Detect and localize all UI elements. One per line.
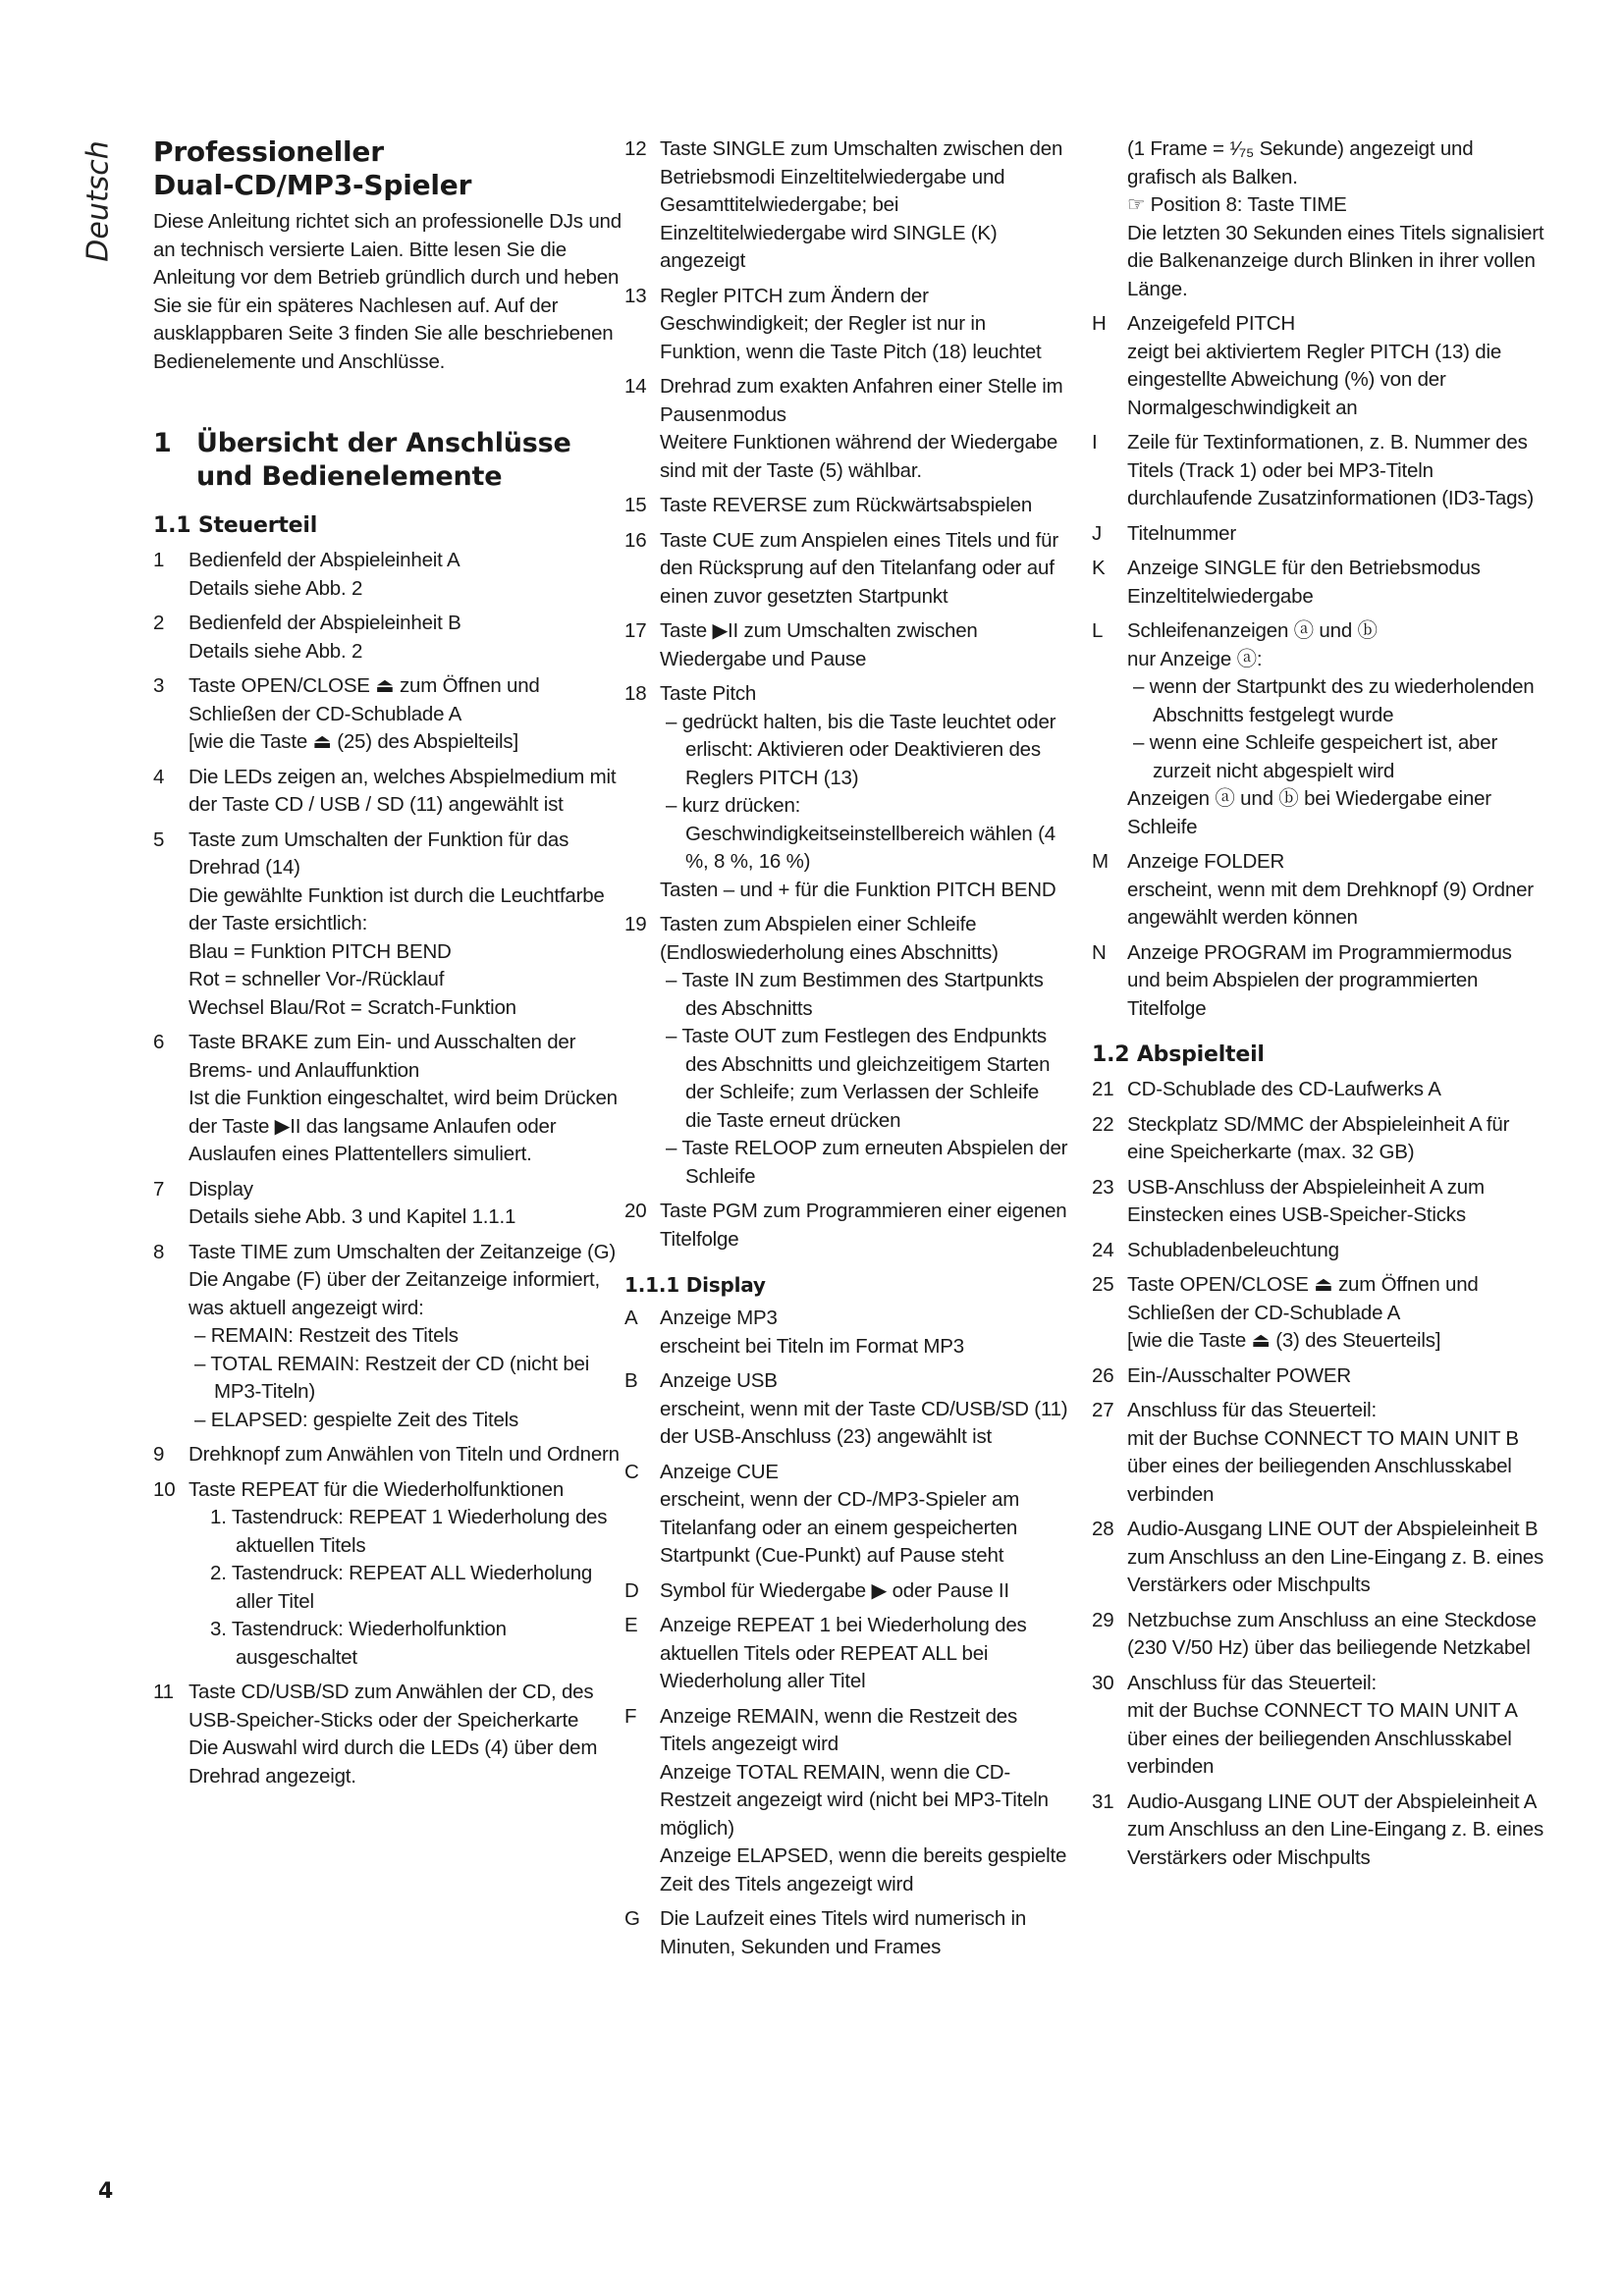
document-title: Professioneller Dual-CD/MP3-Spieler	[153, 135, 472, 201]
list-item: 14 Drehrad zum exakten Anfahren einer Stelle im Pausenmodus Weitere Funktionen während der Wiedergabe sind mit der Taste (5) wählbar.	[624, 375, 1063, 482]
list-item: 13 Regler PITCH zum Ändern der Geschwindigkeit; der Regler ist nur in Funktion, wenn die Taste Pitch (18) leuchtet	[624, 284, 1042, 363]
list-item: M Anzeige FOLDER erscheint, wenn mit dem Drehknopf (9) Ordner angewählt werden können	[1092, 850, 1534, 929]
column-2	[624, 135, 1068, 2099]
list-item: 31 Audio-Ausgang LINE OUT der Abspieleinheit A zum Anschluss an den Line-Eingang z. B. eines Verstärkers oder Mischpults	[1092, 1789, 1544, 1869]
list-item: 15 Taste REVERSE zum Rückwärtsabspielen	[624, 494, 1033, 516]
display-item-list	[1092, 310, 1545, 1023]
section-heading: 1 Übersicht der Anschlüsse und Bedienelemente	[153, 428, 571, 492]
list-item: 9 Drehknopf zum Anwählen von Titeln und Ordnern	[153, 1443, 620, 1466]
list-item: 11 Taste CD/USB/SD zum Anwählen der CD, des USB-Speicher-Sticks oder der Speicherkarte Die Auswahl wird durch die LEDs (4) über dem Drehrad angezeigt.	[153, 1681, 598, 1788]
list-item: E Anzeige REPEAT 1 bei Wiederholung des aktuellen Titels oder REPEAT ALL bei Wiederholung aller Titel	[624, 1614, 1027, 1692]
list-item: 26 Ein-/Ausschalter POWER	[1092, 1363, 1351, 1387]
subsection-heading: 1.1.1 Display	[624, 1273, 766, 1297]
list-item: J Titelnummer	[1092, 521, 1236, 545]
subsection-heading: 1.2 Abspielteil	[1092, 1042, 1265, 1067]
list-item: 5 Taste zum Umschalten der Funktion für das Drehrad (14) Die gewählte Funktion ist durch die Leuchtfarbe der Taste ersichtlich: Blau = Funktion PITCH BEND Rot = schneller Vor-/Rücklauf Wechsel Blau/Rot = Scratch-Funktion	[153, 828, 605, 1019]
list-item: K Anzeige SINGLE für den Betriebsmodus Einzeltitelwiedergabe	[1092, 557, 1481, 608]
column-3	[1092, 135, 1545, 2099]
list-item: 2 Bedienfeld der Abspieleinheit B Details siehe Abb. 2	[153, 612, 461, 663]
list-item: 12 Taste SINGLE zum Umschalten zwischen den Betriebsmodi Einzeltitelwiedergabe und Gesamttitelwiedergabe; bei Einzeltitelwiedergabe wird SINGLE (K) angezeigt	[624, 137, 1063, 272]
language-label: Deutsch	[81, 140, 116, 262]
list-item: D Symbol für Wiedergabe ▶ oder Pause II	[624, 1578, 1009, 1602]
list-item: I Zeile für Textinformationen, z. B. Nummer des Titels (Track 1) oder bei MP3-Titeln durchlaufende Zusatzinformationen (ID3-Tags)	[1092, 431, 1534, 509]
column-1	[153, 135, 623, 2099]
list-item: 19 Tasten zum Abspielen einer Schleife (Endloswiederholung eines Abschnitts) – Taste IN zum Bestimmen des Startpunkts des Abschnitts – Taste OUT zum Festlegen des Endpunkts des Abschnitts und gleichzeitigem Starten der Schleife; zum Verlassen der Schleife die Taste erneut drücken – Taste RELOOP zum erneuten Abspielen der Schleife	[624, 913, 1068, 1188]
item-list	[1092, 1076, 1545, 1872]
list-item: 4 Die LEDs zeigen an, welches Abspielmedium mit der Taste CD / USB / SD (11) angewählt ist	[153, 765, 617, 816]
list-item: 3 Taste OPEN/CLOSE ⏏ zum Öffnen und Schließen der CD-Schublade A [wie die Taste ⏏ (25) des Abspielteils]	[153, 674, 540, 753]
page-number: 4	[98, 2179, 114, 2204]
list-item: 24 Schubladenbeleuchtung	[1092, 1238, 1339, 1261]
display-item-list	[624, 1305, 1068, 1961]
list-item: A Anzeige MP3 erscheint bei Titeln im Format MP3	[624, 1307, 964, 1358]
list-item: L Schleifenanzeigen ⓐ und ⓑ nur Anzeige ⓐ: – wenn der Startpunkt des zu wiederholenden Abschnitts festgelegt wurde – wenn eine Schleife gespeichert ist, aber zurzeit nicht abgespielt wird Anzeigen ⓐ und ⓑ bei Wiedergabe einer Schleife	[1092, 619, 1535, 838]
list-item: 23 USB-Anschluss der Abspieleinheit A zum Einstecken eines USB-Speicher-Sticks	[1092, 1175, 1485, 1226]
list-item: 21 CD-Schublade des CD-Laufwerks A	[1092, 1078, 1441, 1100]
list-item: 16 Taste CUE zum Anspielen eines Titels und für den Rücksprung auf den Titelanfang oder auf einen zuvor gesetzten Startpunkt	[624, 528, 1058, 608]
list-item: H Anzeigefeld PITCH zeigt bei aktiviertem Regler PITCH (13) die eingestellte Abweichung (%) von der Normalgeschwindigkeit an	[1092, 312, 1502, 419]
item-list	[624, 135, 1068, 1254]
continued-text: (1 Frame = ¹⁄₇₅ Sekunde) angezeigt und grafisch als Balken. ☞ Position 8: Taste TIME Die letzten 30 Sekunden eines Titels signalisiert die Balkenanzeige durch Blinken in ihrer vollen Länge.	[1127, 137, 1544, 300]
list-item: 29 Netzbuchse zum Anschluss an eine Steckdose (230 V/50 Hz) über das beiliegende Netzkabel	[1092, 1608, 1537, 1659]
list-item: 7 Display Details siehe Abb. 3 und Kapitel 1.1.1	[153, 1177, 516, 1228]
intro-paragraph: Diese Anleitung richtet sich an professionelle DJs und an technisch versierte Laien. Bitte lesen Sie die Anleitung vor dem Betrieb gründlich durch und heben Sie sie für ein späteres Nachlesen auf. Auf der ausklappbaren Seite 3 finden Sie alle beschriebenen Bedienelemente und Anschlüsse.	[153, 210, 622, 373]
list-item: 27 Anschluss für das Steuerteil: mit der Buchse CONNECT TO MAIN UNIT B über eines der beiliegenden Anschlusskabel verbinden	[1092, 1399, 1519, 1506]
list-item: 18 Taste Pitch – gedrückt halten, bis die Taste leuchtet oder erlischt: Aktivieren oder Deaktivieren des Reglers PITCH (13) – kurz drücken: Geschwindigkeitseinstellbereich wählen (4 %, 8 %, 16 %) Tasten – und + für die Funktion PITCH BEND	[624, 682, 1056, 901]
list-item: 28 Audio-Ausgang LINE OUT der Abspieleinheit B zum Anschluss an den Line-Eingang z. B. eines Verstärkers oder Mischpults	[1092, 1518, 1544, 1596]
list-item: N Anzeige PROGRAM im Programmiermodus und beim Abspielen der programmierten Titelfolge	[1092, 940, 1512, 1020]
list-item: F Anzeige REMAIN, wenn die Restzeit des Titels angezeigt wird Anzeige TOTAL REMAIN, wenn die CD-Restzeit angezeigt wird (nicht bei MP3-Titeln möglich) Anzeige ELAPSED, wenn die bereits gespielte Zeit des Titels angezeigt wird	[624, 1704, 1067, 1896]
subsection-heading: 1.1 Steuerteil	[153, 513, 318, 538]
list-item: 30 Anschluss für das Steuerteil: mit der Buchse CONNECT TO MAIN UNIT A über eines der beiliegenden Anschlusskabel verbinden	[1092, 1671, 1517, 1778]
list-item: 17 Taste ▶II zum Umschalten zwischen Wiedergabe und Pause	[624, 619, 978, 670]
list-item: 6 Taste BRAKE zum Ein- und Ausschalten der Brems- und Anlauffunktion Ist die Funktion eingeschaltet, wird beim Drücken der Taste ▶II das langsame Anlaufen oder Auslaufen eines Plattentellers simuliert.	[153, 1031, 618, 1165]
language-tab	[69, 137, 128, 265]
list-item: 8 Taste TIME zum Umschalten der Zeitanzeige (G) Die Angabe (F) über der Zeitanzeige informiert, was aktuell angezeigt wird: – REMAIN: Restzeit des Titels – TOTAL REMAIN: Restzeit der CD (nicht bei MP3-Titeln) – ELAPSED: gespielte Zeit des Titels	[153, 1240, 616, 1431]
list-item: G Die Laufzeit eines Titels wird numerisch in Minuten, Sekunden und Frames	[624, 1907, 1027, 1958]
list-item: 20 Taste PGM zum Programmieren einer eigenen Titelfolge	[624, 1200, 1067, 1251]
list-item: 25 Taste OPEN/CLOSE ⏏ zum Öffnen und Schließen der CD-Schublade A [wie die Taste ⏏ (3) des Steuerteils]	[1092, 1273, 1479, 1352]
list-item: 22 Steckplatz SD/MMC der Abspieleinheit A für eine Speicherkarte (max. 32 GB)	[1092, 1112, 1510, 1163]
list-item: 1 Bedienfeld der Abspieleinheit A Details siehe Abb. 2	[153, 549, 460, 600]
list-item: C Anzeige CUE erscheint, wenn der CD-/MP3-Spieler am Titelanfang oder an einem gespeicherten Startpunkt (Cue-Punkt) auf Pause steht	[624, 1460, 1020, 1567]
list-item: 10 Taste REPEAT für die Wiederholfunktionen 1. Tastendruck: REPEAT 1 Wiederholung des aktuellen Titels 2. Tastendruck: REPEAT ALL Wiederholung aller Titel 3. Tastendruck: Wiederholfunktion ausgeschaltet	[153, 1477, 608, 1669]
item-list	[153, 547, 623, 1790]
list-item: B Anzeige USB erscheint, wenn mit der Taste CD/USB/SD (11) der USB-Anschluss (23) angewählt ist	[624, 1369, 1068, 1448]
